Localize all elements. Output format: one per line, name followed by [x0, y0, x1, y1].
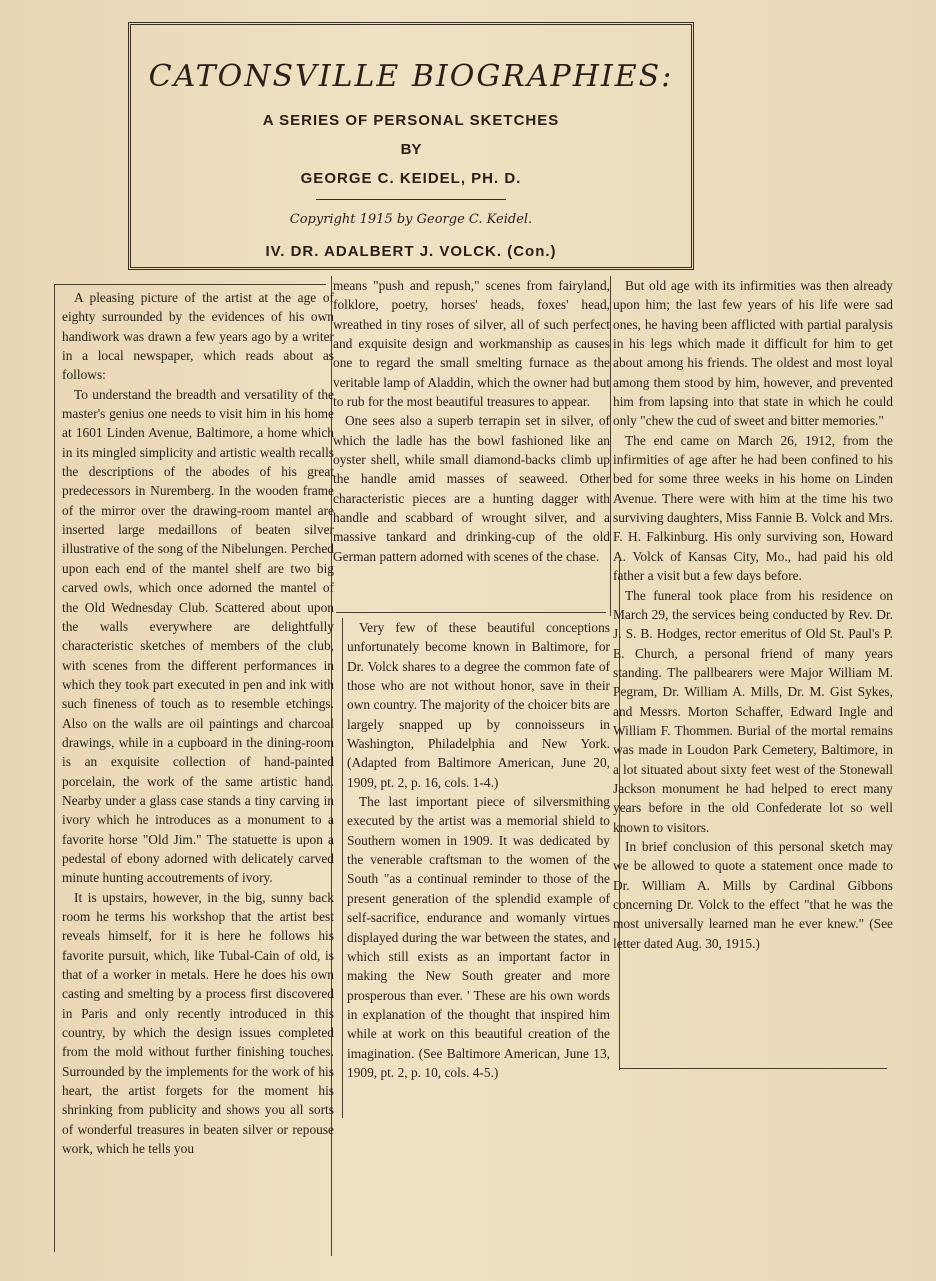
column-3-end-rule	[619, 1068, 887, 1069]
paragraph: It is upstairs, however, in the big, sunny back room he terms his workshop that the artist best reveals himself, for it is here he follows his favorite pursuit, which, like Tubal-Cain of old, is that of a worker in metals. Here he does his own casting and smelting by a process first discovered in Paris and only recently introduced in this country, by which the design issues completed from the mold without further finishing touches. Surrounded by the implements for the work of his heart, the artist forgets for the moment his shrinking from publicity and shows you all sorts of wonderful treasures in beaten silver or repouse work, which he tells you	[62, 889, 334, 1157]
copyright-notice: Copyright 1915 by George C. Keidel.	[289, 212, 533, 227]
header-rule	[316, 199, 506, 200]
series-subtitle: A SERIES OF PERSONAL SKETCHES	[262, 112, 560, 129]
column-3	[613, 276, 893, 953]
paragraph: The last important piece of silversmithing executed by the artist was a memorial shield to Southern women in 1909. It was dedicated by the venerable craftsman to the women of the South "as a continual reminder to those of the present generation of the splendid example of self-sacrifice, endurance and womanly virtues displayed during the war between the states, and which still exists as an important factor in making the New South greater and more prosperous than ever. ' These are his own words in explanation of the thought that inspired him while at work on this beautiful creation of the imagination. (See Baltimore American, June 13, 1909, pt. 2, p. 10, cols. 4-5.)	[347, 794, 610, 1080]
paragraph: One sees also a superb terrapin set in silver, of which the ladle has the bowl fashioned like an oyster shell, while small diamond-backs climb up the handle amid masses of seaweed. Other characteristic pieces are a hunting dagger with handle and scabbard of wrought silver, and a massive tankard and drinking-cup of the old German pattern adorned with scenes of the chase.	[333, 413, 610, 564]
column-rule-2-3	[610, 276, 611, 616]
column-2-bottom	[333, 618, 610, 1082]
column-1	[58, 288, 334, 1256]
paragraph: The funeral took place from his residence on March 29, the services being conducted by Rev. Dr. J. S. B. Hodges, rector emeritus of Old St. Paul's P. E. Church, a personal friend of many years standing. The pallbearers were Major William M. Pegram, Dr. William A. Mills, Dr. M. Gist Sykes, and Messrs. Morton Schaffer, Edward Ingle and William F. Thommen. Burial of the mortal remains was made in Loudon Park Cemetery, Baltimore, in a lot situated about sixty feet west of the Stonewall Jackson monument he had helped to erect many years before in the old Confederate lot so well known to visitors.	[613, 587, 893, 835]
column-rule-top-left	[54, 284, 326, 285]
series-title: CATONSVILLE BIOGRAPHIES:	[148, 59, 674, 94]
paragraph: means "push and repush," scenes from fairyland, folklore, poetry, horses' heads, foxes' head, wreathed in tiny roses of silver, all of such perfect and exquisite design and workmanship as causes one to regard the small smelting furnace as the veritable lamp of Aladdin, which the owner had but to rub for the most beautiful treasures to appear.	[333, 278, 610, 410]
author-name: GEORGE C. KEIDEL, PH. D.	[300, 170, 522, 187]
paragraph: Very few of these beautiful conceptions unfortunately become known in Baltimore, for Dr. Volck shares to a degree the common fate of those who are not without honor, save in their own country. The majority of the choicer bits are largely snapped up by connoisseurs in Washington, Philadelphia and New York. (Adapted from Baltimore American, June 20, 1909, pt. 2, p. 16, cols. 1-4.)	[347, 620, 610, 790]
byline-by: BY	[400, 141, 422, 158]
paragraph: A pleasing picture of the artist at the age of eighty surrounded by the evidences of his own handiwork was drawn a few years ago by a writer in a local newspaper, which reads about as follows:	[62, 290, 334, 383]
column-2-top	[333, 276, 610, 606]
paragraph: The end came on March 26, 1912, from the infirmities of age after he had been confined to his bed for some three weeks in his home on Linden Avenue. There were with him at the time his two surviving daughters, Miss Fannie B. Volck and Mrs. F. H. Falkinburg. His only surviving son, Howard A. Volck of Kansas City, Mo., had paid his old father a visit but a few days before.	[613, 432, 893, 584]
article-header	[128, 22, 694, 270]
column-rule-left	[54, 284, 55, 1252]
paragraph: To understand the breadth and versatility of the master's genius one needs to visit him in his home at 1601 Linden Avenue, Baltimore, a home which in its mingled simplicity and artistic wealth recalls the descriptions of the abodes of his great predecessors in Nuremberg. In the wooden frame of the mirror over the drawing-room mantel are inserted large medaillons of beaten silver illustrative of the song of the Nibelungen. Perched upon each end of the mantel shelf are two big carved owls, which once adorned the mantel of the Old Wednesday Club. Scattered about upon the walls everywhere are delightfully characteristic sketches of members of the club, with scenes from the different performances in which they took part executed in pen and ink with such fineness of touch as to resemble etchings. Also on the walls are oil paintings and charcoal drawings, while in a cupboard in the dining-room is an exquisite collection of hand-painted porcelain, the work of the same artistic hand. Nearby under a glass case stands a tiny carving in ivory which he introduces as a monument to a favorite horse "Old Jim." The statuette is upon a pedestal of ebony adorned with delicately carved minute hunting accoutrements of ivory.	[62, 386, 334, 886]
paragraph: But old age with its infirmities was then already upon him; the last few years of his life were sad ones, he having been afflicted with partial paralysis in his legs which made it difficult for him to get about among his friends. The oldest and most loyal among them stood by him, however, and prevented him from lapsing into that state in which he could only "chew the cud of sweet and bitter memories."	[613, 278, 893, 429]
column-2	[333, 276, 610, 1082]
section-heading: IV. DR. ADALBERT J. VOLCK. (Con.)	[265, 243, 557, 260]
paragraph: In brief conclusion of this personal sketch may we be allowed to quote a statement once made to Dr. William A. Mills by Cardinal Gibbons concerning Dr. Volck to the effect "that he was the most universally learned man he ever knew." (See letter dated Aug. 30, 1915.)	[613, 838, 893, 951]
